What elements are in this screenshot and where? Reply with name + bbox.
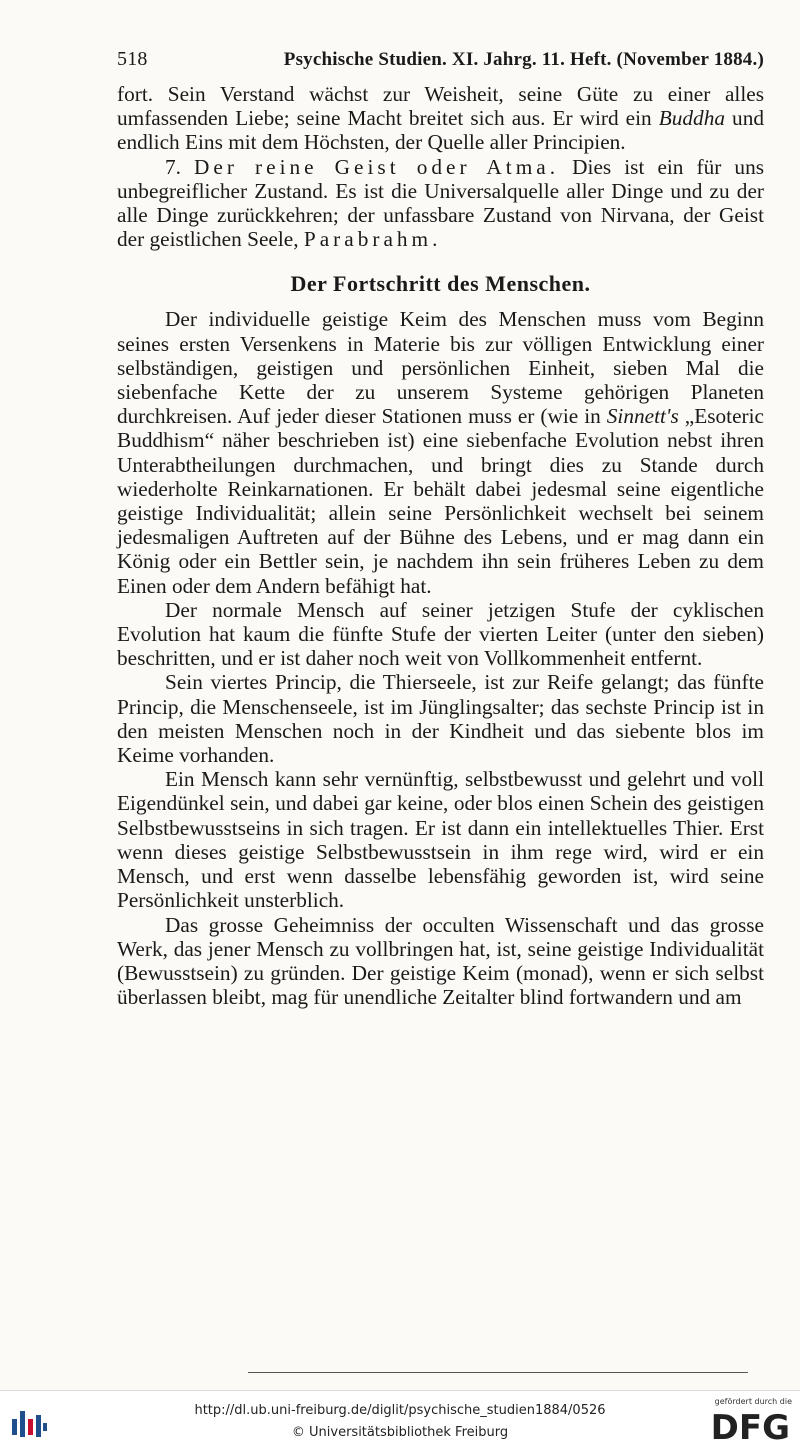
text-run: Der individuelle geistige Keim des Menschen muss vom Beginn seines ersten Versenkens in Materie bis zur völligen Entwicklung einer selbständigen, geistigen und persönlichen Einheit, sieben Mal die siebenfache Kette der zu unserem Systeme gehörigen Planeten durchkreisen. Auf jeder dieser Stationen muss er (wie in [117,307,764,429]
text-run: Der normale Mensch auf seiner jetzigen Stufe der cyklischen Evolution hat kaum die fünfte Stufe der vierten Leiter (unter den sieben) beschritten, und er ist daher noch weit von Vollkommenheit entfernt. [117,597,764,671]
running-head [117,48,764,82]
text-run: Dies ist ein für uns unbegreiflicher Zustand. Es ist die Universalquelle aller Dinge und zu der alle Dinge zurückkehren; der unfassbare Zustand von Nirvana, der Geist der geistlichen Seele, [117,154,765,252]
university-logo-icon [10,1405,50,1441]
dfg-logo-text: DFG [710,1408,790,1444]
paragraph [117,767,764,912]
section-heading: Der Fortschritt des Menschen. [290,271,591,297]
text-run: Das grosse Geheimniss der occulten Wissenschaft und das grosse Werk, das jener Mensch zu vollbringen hat, ist, seine geistige Individualität (Bewusstsein) zu gründen. Der geistige Keim (monad), wenn er sich selbst überlassen bleibt, mag für unendliche Zeitalter blind fortwandern und am [117,912,764,1010]
dfg-logo-icon [706,1406,792,1444]
footnote-rule [248,1372,748,1373]
text-run: fort. Sein Verstand wächst zur Weisheit, seine Güte zu einer alles umfassenden Liebe; seine Macht breitet sich aus. Er wird ein [117,82,764,131]
spaced-text: Der reine Geist oder Atma. [194,154,560,179]
paragraph [117,307,764,597]
spaced-text: Parabrahm [303,227,433,252]
text-run: 7. [165,154,195,179]
permalink-url[interactable]: http://dl.ub.uni-freiburg.de/diglit/psychische_studien1884/0526 [194,1403,606,1418]
text-run: und endlich Eins mit dem Höchsten, der Quelle aller Principien. [117,106,764,155]
paragraph [117,82,764,155]
text-run: „Esoteric Buddhism“ näher beschrieben ist) eine siebenfache Evolution nebst ihren Unterabtheilungen durchmachen, und bringt dies zu Stande durch wiederholte Reinkarnationen. Er behält dabei jedesmal seine eigentliche geistige Individualität; allein seine Persönlichkeit wechselt bei seinem jedesmaligen Auftreten auf der Bühne des Lebens, und er mag dann ein König oder ein Bettler sein, je nachdem ihn sein früheres Leben zu dem Einen oder dem Andern befähigt hat. [117,404,765,598]
paragraph [117,155,764,252]
text-run: Ein Mensch kann sehr vernünftig, selbstbewusst und gelehrt und voll Eigendünkel sein, und dabei gar keine, oder blos einen Schein des geistigen Selbstbewusstseins in sich tragen. Er ist dann ein intellektuelles Thier. Erst wenn dieses geistige Selbstbewusstsein in ihm rege wird, wird er ein Mensch, und erst wenn dasselbe lebensfähig geworden ist, wird seine Persönlichkeit unsterblich. [117,767,764,913]
section-paragraphs [117,307,764,1009]
paragraph [117,598,764,671]
copyright-notice: © Universitätsbibliothek Freiburg [291,1425,509,1440]
italic-text: Sinnett's [606,404,679,429]
text-run: . [432,227,438,252]
running-title: Psychische Studien. XI. Jahrg. 11. Heft. (November 1884.) [283,49,764,70]
page-number: 518 [117,48,148,70]
intro-paragraphs [117,82,764,251]
text-column [117,48,764,1009]
paragraph [117,670,764,767]
italic-text: Buddha [658,106,725,131]
viewer-footer [0,1390,800,1452]
text-run: Sein viertes Princip, die Thierseele, ist zur Reife gelangt; das fünfte Princip, die Menschenseele, ist im Jünglingsalter; das sechste Princip ist in den meisten Menschen noch in der Kindheit und das siebente blos im Keime vorhanden. [117,670,764,768]
dfg-logo [706,1397,792,1447]
dfg-tagline: gefördert durch die [714,1397,792,1406]
paragraph [117,913,764,1010]
